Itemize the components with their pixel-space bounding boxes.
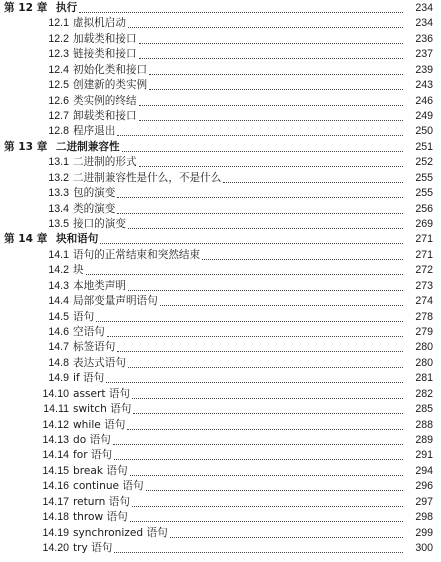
toc-entry-page-number: 278 bbox=[415, 310, 433, 323]
toc-entry-page-number: 252 bbox=[415, 156, 433, 169]
toc-entry-title: 块和语句 bbox=[56, 233, 99, 246]
toc-entry-number: 14.7 bbox=[48, 341, 69, 354]
toc-entry-title: assert 语句 bbox=[73, 387, 131, 400]
toc-entry-title: if 语句 bbox=[73, 372, 105, 385]
toc-section-entry[interactable] bbox=[0, 464, 441, 479]
dot-leader bbox=[106, 382, 403, 383]
toc-entry-title: 加载类和接口 bbox=[73, 32, 137, 45]
dot-leader bbox=[117, 135, 403, 136]
toc-entry-page-number: 251 bbox=[415, 140, 433, 153]
toc-entry-page-number: 234 bbox=[415, 2, 433, 14]
toc-entry-title: do 语句 bbox=[73, 434, 111, 447]
dot-leader bbox=[117, 351, 403, 352]
toc-entry-number: 14.11 bbox=[43, 403, 69, 416]
toc-entry-page-number: 298 bbox=[415, 511, 433, 524]
toc-section-entry[interactable] bbox=[0, 279, 441, 294]
dot-leader bbox=[170, 537, 403, 538]
toc-entry-title: 接口的演变 bbox=[73, 218, 126, 231]
toc-section-entry[interactable] bbox=[0, 263, 441, 278]
dot-leader bbox=[100, 243, 403, 244]
dot-leader bbox=[223, 182, 403, 183]
toc-section-entry[interactable] bbox=[0, 63, 441, 78]
toc-entry-page-number: 271 bbox=[415, 248, 433, 261]
dot-leader bbox=[132, 398, 403, 399]
toc-entry-page-number: 291 bbox=[415, 449, 433, 462]
toc-entry-page-number: 285 bbox=[415, 403, 433, 416]
toc-entry-number: 14.3 bbox=[48, 279, 69, 292]
toc-section-entry[interactable] bbox=[0, 325, 441, 340]
toc-entry-title: continue 语句 bbox=[73, 480, 144, 493]
toc-entry-title: 语句 bbox=[73, 310, 95, 323]
toc-section-entry[interactable] bbox=[0, 526, 441, 541]
toc-entry-title: 执行 bbox=[56, 2, 78, 14]
toc-entry-page-number: 237 bbox=[415, 48, 433, 61]
dot-leader bbox=[139, 58, 403, 59]
dot-leader bbox=[149, 89, 403, 90]
toc-entry-number: 12.8 bbox=[48, 125, 69, 138]
dot-leader bbox=[114, 459, 403, 460]
toc-entry-page-number: 299 bbox=[415, 526, 433, 539]
toc-entry-page-number: 255 bbox=[415, 171, 433, 184]
dot-leader bbox=[117, 197, 403, 198]
toc-section-entry[interactable] bbox=[0, 418, 441, 433]
toc-entry-number: 12.5 bbox=[48, 79, 69, 92]
dot-leader bbox=[130, 521, 403, 522]
toc-section-entry[interactable] bbox=[0, 94, 441, 109]
toc-entry-page-number: 269 bbox=[415, 218, 433, 231]
toc-section-entry[interactable] bbox=[0, 371, 441, 386]
toc-entry-number: 14.10 bbox=[42, 387, 69, 400]
toc-entry-page-number: 246 bbox=[415, 94, 433, 107]
toc-entry-page-number: 297 bbox=[415, 495, 433, 508]
toc-entry-number: 12.7 bbox=[48, 110, 69, 122]
toc-entry-number: 14.4 bbox=[48, 295, 69, 308]
toc-entry-title: switch 语句 bbox=[73, 403, 132, 416]
toc-section-entry[interactable] bbox=[0, 248, 441, 263]
toc-section-entry[interactable] bbox=[0, 294, 441, 309]
toc-chapter-entry[interactable] bbox=[0, 140, 441, 155]
toc-section-entry[interactable] bbox=[0, 16, 441, 31]
toc-entry-number: 14.9 bbox=[48, 372, 69, 385]
toc-section-entry[interactable] bbox=[0, 109, 441, 124]
toc-chapter-entry[interactable] bbox=[0, 1, 441, 16]
toc-entry-number: 第 13 章 bbox=[4, 140, 48, 153]
toc-section-entry[interactable] bbox=[0, 433, 441, 448]
toc-entry-number: 14.16 bbox=[42, 480, 69, 493]
toc-entry-number: 13.4 bbox=[48, 202, 69, 215]
dot-leader bbox=[128, 290, 403, 291]
toc-entry-title: 本地类声明 bbox=[73, 279, 126, 292]
toc-section-entry[interactable] bbox=[0, 202, 441, 217]
toc-entry-number: 12.1 bbox=[48, 17, 69, 30]
toc-entry-page-number: 288 bbox=[415, 418, 433, 431]
toc-entry-title: throw 语句 bbox=[73, 511, 128, 524]
toc-entry-page-number: 249 bbox=[415, 110, 433, 122]
dot-leader bbox=[149, 74, 403, 75]
toc-entry-title: 局部变量声明语句 bbox=[73, 295, 158, 308]
dot-leader bbox=[160, 305, 403, 306]
toc-entry-page-number: 250 bbox=[415, 125, 433, 138]
toc-entry-title: while 语句 bbox=[73, 418, 126, 431]
dot-leader bbox=[139, 105, 403, 106]
toc-entry-page-number: 239 bbox=[415, 63, 433, 76]
dot-leader bbox=[146, 490, 403, 491]
toc-entry-number: 14.8 bbox=[48, 356, 69, 369]
toc-entry-page-number: 296 bbox=[415, 480, 433, 493]
dot-leader bbox=[139, 120, 403, 121]
toc-section-entry[interactable] bbox=[0, 541, 441, 556]
toc-entry-title: 类实例的终结 bbox=[73, 94, 137, 107]
toc-entry-page-number: 236 bbox=[415, 32, 433, 45]
toc-entry-page-number: 272 bbox=[415, 264, 433, 277]
toc-entry-number: 12.6 bbox=[48, 94, 69, 107]
toc-entry-page-number: 282 bbox=[415, 387, 433, 400]
toc-section-entry[interactable] bbox=[0, 310, 441, 325]
dot-leader bbox=[132, 506, 403, 507]
dot-leader bbox=[117, 213, 403, 214]
toc-entry-number: 12.4 bbox=[48, 63, 69, 76]
toc-entry-title: return 语句 bbox=[73, 495, 130, 508]
toc-entry-number: 14.20 bbox=[42, 542, 69, 555]
toc-entry-number: 14.18 bbox=[42, 511, 69, 524]
toc-entry-title: 创建新的类实例 bbox=[73, 79, 148, 92]
toc-entry-page-number: 294 bbox=[415, 464, 433, 477]
toc-entry-page-number: 255 bbox=[415, 187, 433, 200]
toc-entry-title: 包的演变 bbox=[73, 187, 116, 200]
dot-leader bbox=[113, 444, 403, 445]
toc-entry-page-number: 281 bbox=[415, 372, 433, 385]
toc-entry-number: 13.1 bbox=[48, 156, 69, 169]
toc-entry-page-number: 256 bbox=[415, 202, 433, 215]
toc-entry-number: 14.14 bbox=[42, 449, 69, 462]
toc-entry-title: 语句的正常结束和突然结束 bbox=[73, 248, 201, 261]
toc-section-entry[interactable] bbox=[0, 47, 441, 62]
toc-entry-number: 14.15 bbox=[42, 464, 69, 477]
toc-entry-number: 14.1 bbox=[48, 248, 69, 261]
dot-leader bbox=[139, 43, 403, 44]
dot-leader bbox=[79, 12, 403, 13]
toc-entry-page-number: 300 bbox=[415, 542, 433, 555]
toc-entry-number: 第 12 章 bbox=[4, 2, 48, 14]
toc-entry-title: try 语句 bbox=[73, 542, 113, 555]
toc-section-entry[interactable] bbox=[0, 186, 441, 201]
toc-entry-title: 标签语句 bbox=[73, 341, 116, 354]
toc-section-entry[interactable] bbox=[0, 155, 441, 170]
toc-section-entry[interactable] bbox=[0, 217, 441, 232]
toc-entry-number: 12.3 bbox=[48, 48, 69, 61]
toc-entry-number: 14.13 bbox=[42, 434, 69, 447]
toc-entry-number: 12.2 bbox=[48, 32, 69, 45]
dot-leader bbox=[86, 274, 403, 275]
toc-entry-number: 14.12 bbox=[42, 418, 69, 431]
toc-entry-title: 二进制兼容性 bbox=[56, 140, 120, 153]
toc-entry-title: 虚拟机启动 bbox=[73, 17, 126, 30]
toc-section-entry[interactable] bbox=[0, 356, 441, 371]
toc-entry-page-number: 279 bbox=[415, 326, 433, 339]
toc-entry-title: 程序退出 bbox=[73, 125, 116, 138]
toc-entry-page-number: 289 bbox=[415, 434, 433, 447]
toc-entry-title: 类的演变 bbox=[73, 202, 116, 215]
dot-leader bbox=[128, 367, 403, 368]
toc-section-entry[interactable] bbox=[0, 340, 441, 355]
toc-entry-title: 二进制兼容性是什么，不是什么 bbox=[73, 171, 222, 184]
toc-section-entry[interactable] bbox=[0, 387, 441, 402]
toc-section-entry[interactable] bbox=[0, 495, 441, 510]
toc-entry-number: 13.3 bbox=[48, 187, 69, 200]
toc-entry-page-number: 280 bbox=[415, 341, 433, 354]
toc-entry-title: 链接类和接口 bbox=[73, 48, 137, 61]
dot-leader bbox=[130, 475, 403, 476]
toc-entry-page-number: 280 bbox=[415, 356, 433, 369]
dot-leader bbox=[139, 166, 403, 167]
dot-leader bbox=[122, 151, 403, 152]
toc-section-entry[interactable] bbox=[0, 32, 441, 47]
dot-leader bbox=[128, 27, 403, 28]
dot-leader bbox=[128, 228, 403, 229]
toc-section-entry[interactable] bbox=[0, 479, 441, 494]
toc-entry-page-number: 234 bbox=[415, 17, 433, 30]
toc-entry-title: 卸载类和接口 bbox=[73, 110, 137, 122]
toc-chapter-entry[interactable] bbox=[0, 232, 441, 247]
toc-section-entry[interactable] bbox=[0, 510, 441, 525]
toc-entry-number: 13.5 bbox=[48, 218, 69, 231]
dot-leader bbox=[114, 552, 403, 553]
dot-leader bbox=[202, 259, 403, 260]
toc-entry-title: break 语句 bbox=[73, 464, 128, 477]
toc-entry-title: synchronized 语句 bbox=[73, 526, 168, 539]
toc-entry-title: 表达式语句 bbox=[73, 356, 126, 369]
toc-entry-number: 13.2 bbox=[48, 171, 69, 184]
toc-entry-page-number: 273 bbox=[415, 279, 433, 292]
toc-entry-number: 14.19 bbox=[42, 526, 69, 539]
toc-entry-title: 二进制的形式 bbox=[73, 156, 137, 169]
toc-section-entry[interactable] bbox=[0, 402, 441, 417]
toc-entry-title: 初始化类和接口 bbox=[73, 63, 148, 76]
dot-leader bbox=[133, 413, 403, 414]
toc-entry-title: for 语句 bbox=[73, 449, 113, 462]
toc-entry-page-number: 243 bbox=[415, 79, 433, 92]
toc-entry-title: 块 bbox=[73, 264, 84, 277]
toc-entry-page-number: 274 bbox=[415, 295, 433, 308]
toc-entry-number: 14.5 bbox=[48, 310, 69, 323]
toc-section-entry[interactable] bbox=[0, 171, 441, 186]
toc-entry-number: 第 14 章 bbox=[4, 233, 48, 246]
dot-leader bbox=[107, 336, 403, 337]
toc-section-entry[interactable] bbox=[0, 78, 441, 93]
toc-entry-number: 14.17 bbox=[42, 495, 69, 508]
toc-entry-number: 14.2 bbox=[48, 264, 69, 277]
toc-entry-title: 空语句 bbox=[73, 326, 105, 339]
dot-leader bbox=[127, 429, 403, 430]
dot-leader bbox=[96, 321, 403, 322]
toc-entry-page-number: 271 bbox=[415, 233, 433, 246]
toc-entry-number: 14.6 bbox=[48, 326, 69, 339]
toc-section-entry[interactable] bbox=[0, 448, 441, 463]
toc-section-entry[interactable] bbox=[0, 124, 441, 139]
